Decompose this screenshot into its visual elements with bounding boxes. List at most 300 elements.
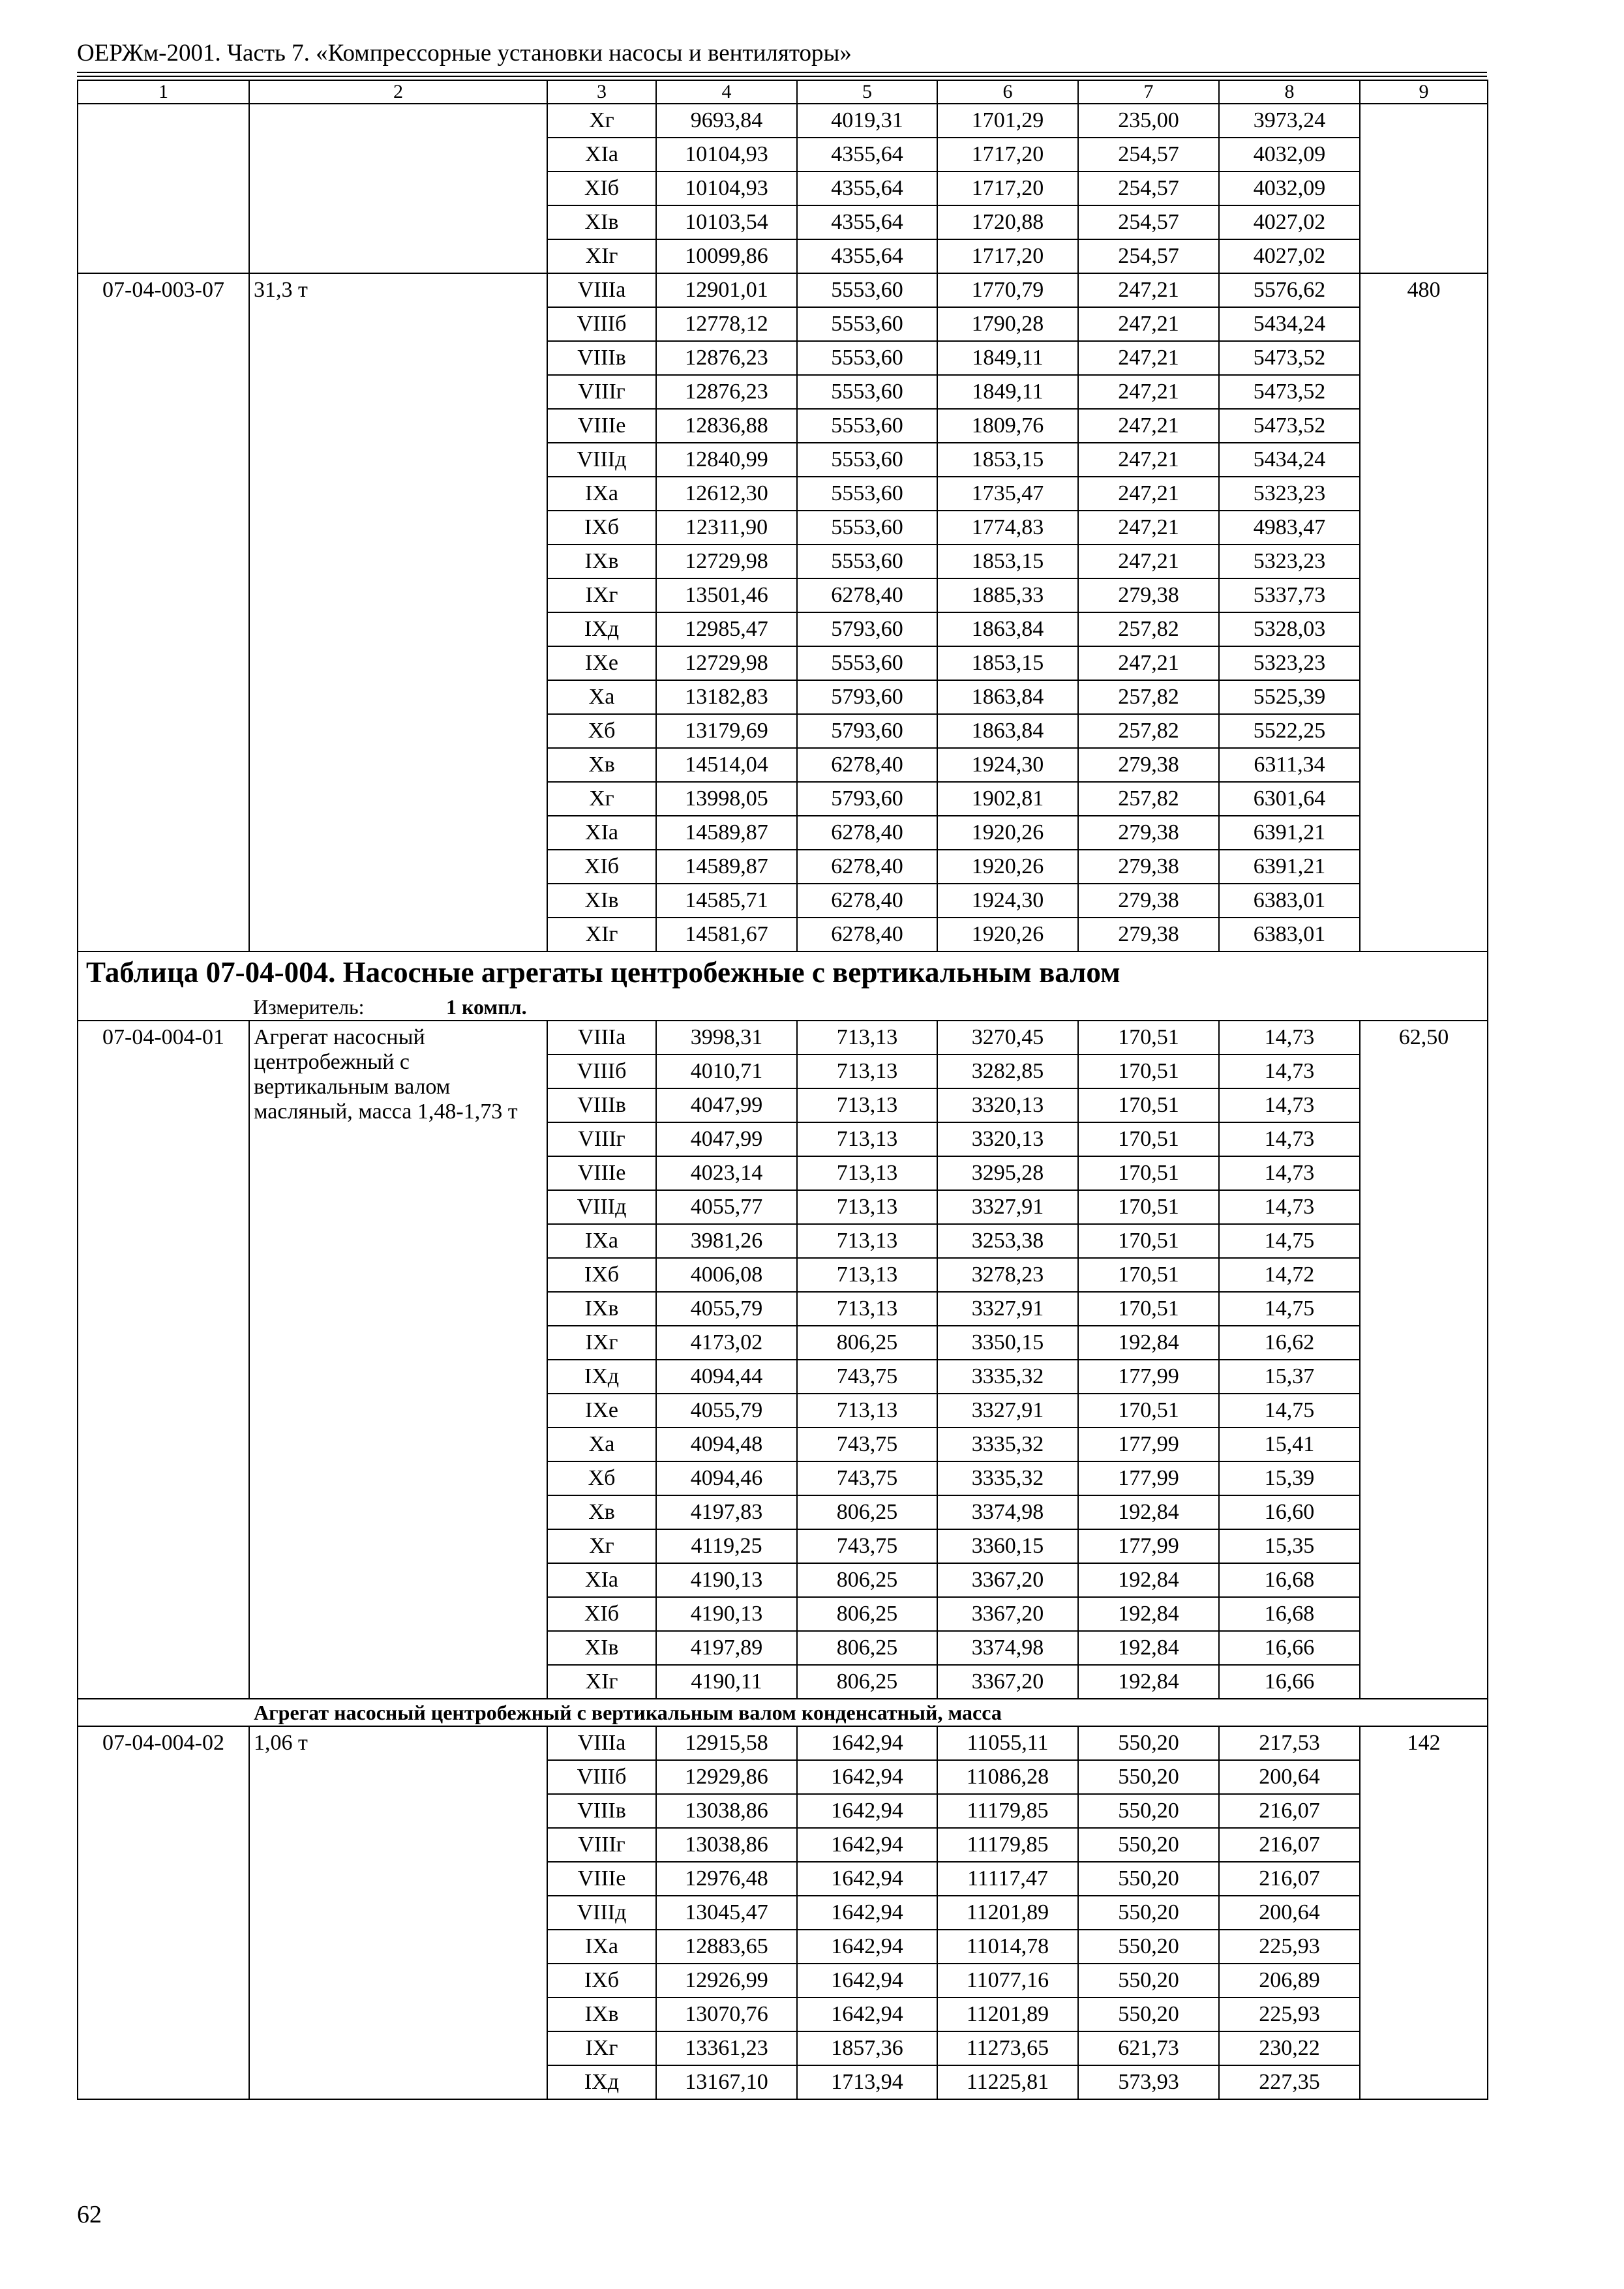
section-title: Таблица 07-04-004. Насосные агрегаты центробежные с вертикальным валом — [78, 951, 1488, 993]
machinist-wages-cell: 192,84 — [1078, 1563, 1219, 1597]
zone-cell: VIIIб — [547, 1760, 656, 1794]
table-body — [78, 80, 1488, 2099]
total-cost-cell: 12836,88 — [656, 409, 797, 443]
labor-cost-cell — [1360, 104, 1488, 273]
machines-cell: 1717,20 — [937, 172, 1078, 205]
wages-cell: 713,13 — [797, 1258, 937, 1292]
machines-cell: 3335,32 — [937, 1461, 1078, 1495]
machines-cell: 1717,20 — [937, 239, 1078, 273]
total-cost-cell: 4055,79 — [656, 1292, 797, 1326]
machines-cell: 11225,81 — [937, 2065, 1078, 2099]
zone-cell: IXв — [547, 1997, 656, 2031]
machinist-wages-cell: 247,21 — [1078, 443, 1219, 477]
subheading-empty — [78, 1699, 249, 1726]
zone-cell: Xб — [547, 1461, 656, 1495]
wages-cell: 806,25 — [797, 1326, 937, 1360]
machines-cell: 11201,89 — [937, 1896, 1078, 1930]
zone-cell: IXг — [547, 2031, 656, 2065]
total-cost-cell: 12778,12 — [656, 307, 797, 341]
rate-name-cell: 31,3 т — [249, 273, 547, 951]
zone-cell: IXа — [547, 1930, 656, 1964]
total-cost-cell: 3981,26 — [656, 1224, 797, 1258]
total-cost-cell: 12876,23 — [656, 375, 797, 409]
machinist-wages-cell: 247,21 — [1078, 341, 1219, 375]
wages-cell: 1642,94 — [797, 1997, 937, 2031]
machines-cell: 1920,26 — [937, 918, 1078, 951]
machines-cell: 1735,47 — [937, 477, 1078, 511]
machines-cell: 11055,11 — [937, 1726, 1078, 1760]
rates-table — [77, 80, 1488, 2100]
zone-cell: Xб — [547, 714, 656, 748]
column-number-row — [78, 80, 1488, 104]
total-cost-cell: 12883,65 — [656, 1930, 797, 1964]
machines-cell: 3367,20 — [937, 1665, 1078, 1699]
subheading-row — [78, 1699, 1488, 1726]
wages-cell: 806,25 — [797, 1665, 937, 1699]
machines-cell: 1717,20 — [937, 138, 1078, 172]
machinist-wages-cell: 279,38 — [1078, 850, 1219, 884]
machinist-wages-cell: 192,84 — [1078, 1665, 1219, 1699]
materials-cell: 14,73 — [1219, 1021, 1360, 1055]
page-header: ОЕРЖм-2001. Часть 7. «Компрессорные установки насосы и вентиляторы» — [77, 40, 852, 67]
materials-cell: 216,07 — [1219, 1828, 1360, 1862]
zone-cell: VIIIг — [547, 375, 656, 409]
column-number: 1 — [78, 80, 249, 104]
machinist-wages-cell: 170,51 — [1078, 1055, 1219, 1088]
zone-cell: XIа — [547, 816, 656, 850]
zone-cell: IXа — [547, 1224, 656, 1258]
materials-cell: 4027,02 — [1219, 205, 1360, 239]
wages-cell: 5553,60 — [797, 341, 937, 375]
machinist-wages-cell: 279,38 — [1078, 918, 1219, 951]
materials-cell: 14,73 — [1219, 1122, 1360, 1156]
machines-cell: 1849,11 — [937, 375, 1078, 409]
machinist-wages-cell: 192,84 — [1078, 1326, 1219, 1360]
materials-cell: 6391,21 — [1219, 816, 1360, 850]
zone-cell: IXб — [547, 1964, 656, 1997]
materials-cell: 5576,62 — [1219, 273, 1360, 307]
materials-cell: 6311,34 — [1219, 748, 1360, 782]
total-cost-cell: 3998,31 — [656, 1021, 797, 1055]
zone-cell: XIв — [547, 1631, 656, 1665]
zone-cell: VIIIб — [547, 307, 656, 341]
machinist-wages-cell: 550,20 — [1078, 1930, 1219, 1964]
wages-cell: 713,13 — [797, 1292, 937, 1326]
zone-cell: Xа — [547, 680, 656, 714]
total-cost-cell: 4094,48 — [656, 1428, 797, 1461]
zone-cell: VIIIд — [547, 443, 656, 477]
materials-cell: 14,73 — [1219, 1190, 1360, 1224]
total-cost-cell: 10104,93 — [656, 138, 797, 172]
total-cost-cell: 4190,13 — [656, 1597, 797, 1631]
wages-cell: 5553,60 — [797, 477, 937, 511]
machines-cell: 11077,16 — [937, 1964, 1078, 1997]
total-cost-cell: 10103,54 — [656, 205, 797, 239]
rate-name-cell — [249, 104, 547, 273]
total-cost-cell: 13070,76 — [656, 1997, 797, 2031]
machines-cell: 3360,15 — [937, 1529, 1078, 1563]
labor-cost-cell: 62,50 — [1360, 1021, 1488, 1699]
total-cost-cell: 13167,10 — [656, 2065, 797, 2099]
wages-cell: 1642,94 — [797, 1760, 937, 1794]
total-cost-cell: 13501,46 — [656, 578, 797, 612]
machinist-wages-cell: 254,57 — [1078, 239, 1219, 273]
zone-cell: VIIIа — [547, 273, 656, 307]
table-row — [78, 273, 1488, 307]
total-cost-cell: 4010,71 — [656, 1055, 797, 1088]
zone-cell: XIв — [547, 205, 656, 239]
machines-cell: 3335,32 — [937, 1428, 1078, 1461]
total-cost-cell: 14514,04 — [656, 748, 797, 782]
total-cost-cell: 4006,08 — [656, 1258, 797, 1292]
wages-cell: 5793,60 — [797, 782, 937, 816]
wages-cell: 1642,94 — [797, 1896, 937, 1930]
total-cost-cell: 13179,69 — [656, 714, 797, 748]
machines-cell: 1790,28 — [937, 307, 1078, 341]
materials-cell: 15,39 — [1219, 1461, 1360, 1495]
wages-cell: 4355,64 — [797, 138, 937, 172]
zone-cell: VIIIв — [547, 1794, 656, 1828]
machines-cell: 3374,98 — [937, 1495, 1078, 1529]
machinist-wages-cell: 621,73 — [1078, 2031, 1219, 2065]
machinist-wages-cell: 254,57 — [1078, 205, 1219, 239]
machinist-wages-cell: 170,51 — [1078, 1224, 1219, 1258]
materials-cell: 4032,09 — [1219, 138, 1360, 172]
rate-code-cell: 07-04-004-01 — [78, 1021, 249, 1699]
zone-cell: IXв — [547, 1292, 656, 1326]
machinist-wages-cell: 550,20 — [1078, 1794, 1219, 1828]
materials-cell: 16,66 — [1219, 1665, 1360, 1699]
materials-cell: 6301,64 — [1219, 782, 1360, 816]
wages-cell: 713,13 — [797, 1088, 937, 1122]
column-number: 8 — [1219, 80, 1360, 104]
total-cost-cell: 13182,83 — [656, 680, 797, 714]
meter-label: Измеритель: — [253, 995, 365, 1019]
zone-cell: XIв — [547, 884, 656, 918]
materials-cell: 16,60 — [1219, 1495, 1360, 1529]
zone-cell: IXд — [547, 1360, 656, 1394]
machinist-wages-cell: 170,51 — [1078, 1394, 1219, 1428]
machines-cell: 3367,20 — [937, 1597, 1078, 1631]
meter-cell — [78, 993, 1488, 1021]
machinist-wages-cell: 235,00 — [1078, 104, 1219, 138]
wages-cell: 5793,60 — [797, 714, 937, 748]
wages-cell: 1713,94 — [797, 2065, 937, 2099]
zone-cell: XIб — [547, 850, 656, 884]
machinist-wages-cell: 550,20 — [1078, 1828, 1219, 1862]
wages-cell: 5553,60 — [797, 443, 937, 477]
table-row — [78, 1021, 1488, 1055]
machines-cell: 11273,65 — [937, 2031, 1078, 2065]
wages-cell: 806,25 — [797, 1495, 937, 1529]
zone-cell: VIIIа — [547, 1726, 656, 1760]
machinist-wages-cell: 550,20 — [1078, 1726, 1219, 1760]
zone-cell: IXд — [547, 612, 656, 646]
machines-cell: 3367,20 — [937, 1563, 1078, 1597]
zone-cell: XIа — [547, 1563, 656, 1597]
machinist-wages-cell: 247,21 — [1078, 477, 1219, 511]
machinist-wages-cell: 177,99 — [1078, 1360, 1219, 1394]
machinist-wages-cell: 170,51 — [1078, 1190, 1219, 1224]
materials-cell: 5434,24 — [1219, 443, 1360, 477]
zone-cell: Xв — [547, 748, 656, 782]
materials-cell: 16,66 — [1219, 1631, 1360, 1665]
materials-cell: 5434,24 — [1219, 307, 1360, 341]
wages-cell: 743,75 — [797, 1529, 937, 1563]
machines-cell: 3327,91 — [937, 1394, 1078, 1428]
total-cost-cell: 12311,90 — [656, 511, 797, 545]
machines-cell: 1885,33 — [937, 578, 1078, 612]
machinist-wages-cell: 279,38 — [1078, 748, 1219, 782]
column-number: 9 — [1360, 80, 1488, 104]
machines-cell: 1920,26 — [937, 816, 1078, 850]
machines-cell: 1853,15 — [937, 646, 1078, 680]
machinist-wages-cell: 254,57 — [1078, 172, 1219, 205]
zone-cell: Xг — [547, 1529, 656, 1563]
machinist-wages-cell: 170,51 — [1078, 1122, 1219, 1156]
materials-cell: 5473,52 — [1219, 341, 1360, 375]
machinist-wages-cell: 170,51 — [1078, 1088, 1219, 1122]
total-cost-cell: 13045,47 — [656, 1896, 797, 1930]
materials-cell: 225,93 — [1219, 1997, 1360, 2031]
zone-cell: Xг — [547, 104, 656, 138]
wages-cell: 713,13 — [797, 1055, 937, 1088]
materials-cell: 5328,03 — [1219, 612, 1360, 646]
machines-cell: 11086,28 — [937, 1760, 1078, 1794]
materials-cell: 5337,73 — [1219, 578, 1360, 612]
materials-cell: 14,73 — [1219, 1088, 1360, 1122]
materials-cell: 200,64 — [1219, 1896, 1360, 1930]
machinist-wages-cell: 550,20 — [1078, 1896, 1219, 1930]
machines-cell: 3335,32 — [937, 1360, 1078, 1394]
wages-cell: 1642,94 — [797, 1828, 937, 1862]
total-cost-cell: 12901,01 — [656, 273, 797, 307]
wages-cell: 1642,94 — [797, 1726, 937, 1760]
total-cost-cell: 4190,11 — [656, 1665, 797, 1699]
machines-cell: 1774,83 — [937, 511, 1078, 545]
materials-cell: 206,89 — [1219, 1964, 1360, 1997]
column-number: 3 — [547, 80, 656, 104]
total-cost-cell: 4055,77 — [656, 1190, 797, 1224]
wages-cell: 1857,36 — [797, 2031, 937, 2065]
machines-cell: 1924,30 — [937, 884, 1078, 918]
wages-cell: 6278,40 — [797, 850, 937, 884]
machines-cell: 11201,89 — [937, 1997, 1078, 2031]
meter-value: 1 компл. — [446, 995, 527, 1019]
machinist-wages-cell: 192,84 — [1078, 1597, 1219, 1631]
total-cost-cell: 9693,84 — [656, 104, 797, 138]
zone-cell: VIIIд — [547, 1190, 656, 1224]
wages-cell: 713,13 — [797, 1190, 937, 1224]
zone-cell: XIг — [547, 239, 656, 273]
materials-cell: 16,62 — [1219, 1326, 1360, 1360]
machines-cell: 11117,47 — [937, 1862, 1078, 1896]
total-cost-cell: 12926,99 — [656, 1964, 797, 1997]
total-cost-cell: 14589,87 — [656, 850, 797, 884]
wages-cell: 806,25 — [797, 1563, 937, 1597]
total-cost-cell: 13038,86 — [656, 1794, 797, 1828]
wages-cell: 5553,60 — [797, 273, 937, 307]
total-cost-cell: 13998,05 — [656, 782, 797, 816]
materials-cell: 216,07 — [1219, 1862, 1360, 1896]
zone-cell: VIIIе — [547, 1156, 656, 1190]
wages-cell: 806,25 — [797, 1631, 937, 1665]
machines-cell: 1720,88 — [937, 205, 1078, 239]
zone-cell: VIIIг — [547, 1828, 656, 1862]
header-rule — [77, 72, 1487, 73]
zone-cell: IXе — [547, 1394, 656, 1428]
materials-cell: 5323,23 — [1219, 545, 1360, 578]
zone-cell: VIIIа — [547, 1021, 656, 1055]
wages-cell: 5553,60 — [797, 409, 937, 443]
zone-cell: IXа — [547, 477, 656, 511]
total-cost-cell: 4173,02 — [656, 1326, 797, 1360]
total-cost-cell: 12729,98 — [656, 646, 797, 680]
materials-cell: 200,64 — [1219, 1760, 1360, 1794]
machines-cell: 3278,23 — [937, 1258, 1078, 1292]
materials-cell: 225,93 — [1219, 1930, 1360, 1964]
materials-cell: 5473,52 — [1219, 409, 1360, 443]
zone-cell: VIIIб — [547, 1055, 656, 1088]
materials-cell: 4027,02 — [1219, 239, 1360, 273]
wages-cell: 5793,60 — [797, 680, 937, 714]
total-cost-cell: 4055,79 — [656, 1394, 797, 1428]
zone-cell: IXб — [547, 1258, 656, 1292]
machinist-wages-cell: 279,38 — [1078, 816, 1219, 850]
total-cost-cell: 12876,23 — [656, 341, 797, 375]
table-row — [78, 104, 1488, 138]
zone-cell: XIг — [547, 1665, 656, 1699]
wages-cell: 743,75 — [797, 1461, 937, 1495]
machinist-wages-cell: 254,57 — [1078, 138, 1219, 172]
machines-cell: 3253,38 — [937, 1224, 1078, 1258]
materials-cell: 3973,24 — [1219, 104, 1360, 138]
section-title-row — [78, 951, 1488, 993]
materials-cell: 230,22 — [1219, 2031, 1360, 2065]
materials-cell: 15,35 — [1219, 1529, 1360, 1563]
wages-cell: 1642,94 — [797, 1930, 937, 1964]
materials-cell: 5525,39 — [1219, 680, 1360, 714]
wages-cell: 713,13 — [797, 1122, 937, 1156]
total-cost-cell: 12612,30 — [656, 477, 797, 511]
machinist-wages-cell: 170,51 — [1078, 1156, 1219, 1190]
wages-cell: 713,13 — [797, 1224, 937, 1258]
wages-cell: 713,13 — [797, 1394, 937, 1428]
machines-cell: 3295,28 — [937, 1156, 1078, 1190]
zone-cell: XIг — [547, 918, 656, 951]
machines-cell: 1902,81 — [937, 782, 1078, 816]
zone-cell: VIIIв — [547, 1088, 656, 1122]
subheading: Агрегат насосный центробежный с вертикальным валом конденсатный, масса — [249, 1699, 1488, 1726]
zone-cell: IXб — [547, 511, 656, 545]
wages-cell: 713,13 — [797, 1156, 937, 1190]
total-cost-cell: 13361,23 — [656, 2031, 797, 2065]
machinist-wages-cell: 192,84 — [1078, 1495, 1219, 1529]
zone-cell: IXд — [547, 2065, 656, 2099]
total-cost-cell: 4094,46 — [656, 1461, 797, 1495]
machinist-wages-cell: 257,82 — [1078, 714, 1219, 748]
machines-cell: 1920,26 — [937, 850, 1078, 884]
zone-cell: Xв — [547, 1495, 656, 1529]
materials-cell: 15,37 — [1219, 1360, 1360, 1394]
machinist-wages-cell: 550,20 — [1078, 1964, 1219, 1997]
total-cost-cell: 4197,89 — [656, 1631, 797, 1665]
zone-cell: XIб — [547, 172, 656, 205]
wages-cell: 4355,64 — [797, 205, 937, 239]
materials-cell: 14,75 — [1219, 1394, 1360, 1428]
machinist-wages-cell: 247,21 — [1078, 646, 1219, 680]
total-cost-cell: 12929,86 — [656, 1760, 797, 1794]
zone-cell: VIIIв — [547, 341, 656, 375]
machines-cell: 1924,30 — [937, 748, 1078, 782]
materials-cell: 15,41 — [1219, 1428, 1360, 1461]
materials-cell: 227,35 — [1219, 2065, 1360, 2099]
wages-cell: 4355,64 — [797, 172, 937, 205]
wages-cell: 5553,60 — [797, 646, 937, 680]
machines-cell: 1853,15 — [937, 545, 1078, 578]
machines-cell: 1863,84 — [937, 714, 1078, 748]
total-cost-cell: 4190,13 — [656, 1563, 797, 1597]
materials-cell: 216,07 — [1219, 1794, 1360, 1828]
wages-cell: 713,13 — [797, 1021, 937, 1055]
machinist-wages-cell: 247,21 — [1078, 409, 1219, 443]
total-cost-cell: 4094,44 — [656, 1360, 797, 1394]
total-cost-cell: 14581,67 — [656, 918, 797, 951]
column-number: 4 — [656, 80, 797, 104]
machinist-wages-cell: 170,51 — [1078, 1292, 1219, 1326]
wages-cell: 743,75 — [797, 1428, 937, 1461]
machines-cell: 11179,85 — [937, 1828, 1078, 1862]
total-cost-cell: 14585,71 — [656, 884, 797, 918]
total-cost-cell: 10099,86 — [656, 239, 797, 273]
materials-cell: 6391,21 — [1219, 850, 1360, 884]
meter-row — [78, 993, 1488, 1021]
total-cost-cell: 4047,99 — [656, 1088, 797, 1122]
machinist-wages-cell: 177,99 — [1078, 1529, 1219, 1563]
machinist-wages-cell: 573,93 — [1078, 2065, 1219, 2099]
machinist-wages-cell: 550,20 — [1078, 1862, 1219, 1896]
machines-cell: 1849,11 — [937, 341, 1078, 375]
total-cost-cell: 14589,87 — [656, 816, 797, 850]
zone-cell: XIа — [547, 138, 656, 172]
machinist-wages-cell: 279,38 — [1078, 884, 1219, 918]
machinist-wages-cell: 247,21 — [1078, 375, 1219, 409]
zone-cell: IXг — [547, 1326, 656, 1360]
machines-cell: 3270,45 — [937, 1021, 1078, 1055]
machinist-wages-cell: 192,84 — [1078, 1631, 1219, 1665]
rate-name-cell: 1,06 т — [249, 1726, 547, 2099]
machines-cell: 1701,29 — [937, 104, 1078, 138]
zone-cell: IXв — [547, 545, 656, 578]
machinist-wages-cell: 170,51 — [1078, 1021, 1219, 1055]
wages-cell: 6278,40 — [797, 578, 937, 612]
total-cost-cell: 13038,86 — [656, 1828, 797, 1862]
machinist-wages-cell: 177,99 — [1078, 1428, 1219, 1461]
rate-code-cell: 07-04-003-07 — [78, 273, 249, 951]
wages-cell: 1642,94 — [797, 1794, 937, 1828]
machines-cell: 3320,13 — [937, 1088, 1078, 1122]
table-row — [78, 1726, 1488, 1760]
materials-cell: 6383,01 — [1219, 918, 1360, 951]
materials-cell: 5323,23 — [1219, 477, 1360, 511]
materials-cell: 5522,25 — [1219, 714, 1360, 748]
materials-cell: 4983,47 — [1219, 511, 1360, 545]
header-rule-2 — [77, 76, 1487, 77]
wages-cell: 6278,40 — [797, 884, 937, 918]
machinist-wages-cell: 257,82 — [1078, 782, 1219, 816]
wages-cell: 5553,60 — [797, 545, 937, 578]
wages-cell: 5553,60 — [797, 375, 937, 409]
